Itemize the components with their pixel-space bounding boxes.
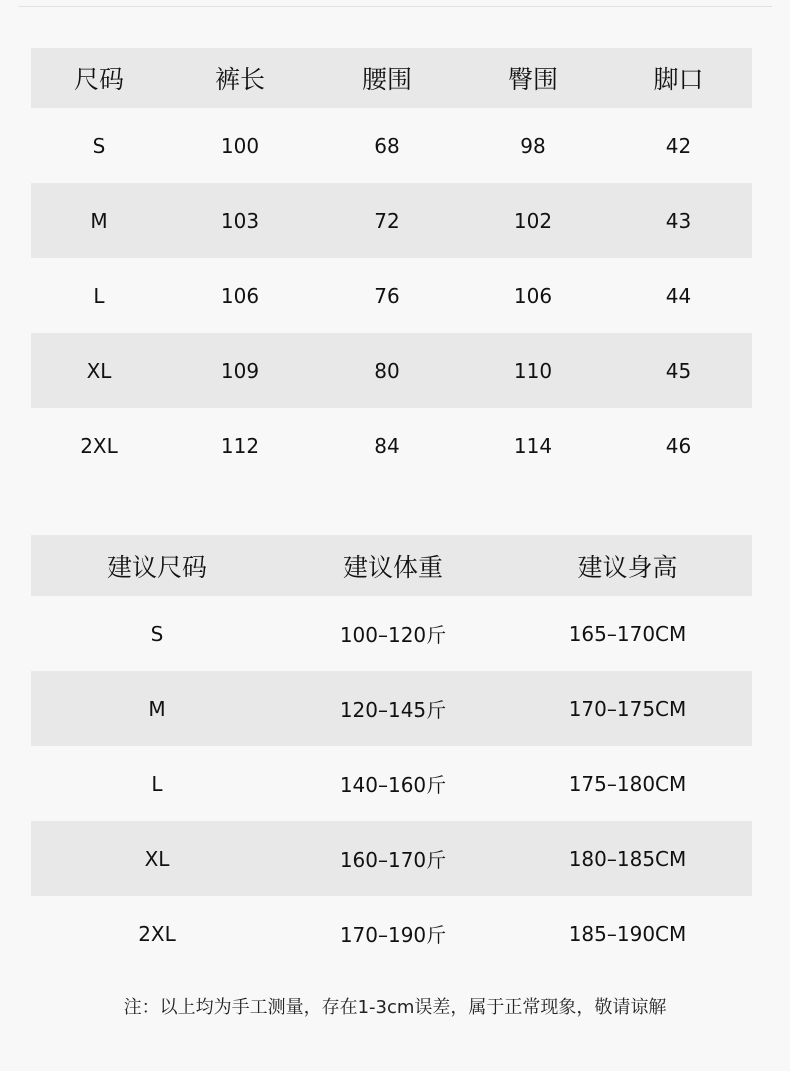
cell-length: 103 bbox=[220, 208, 260, 233]
cell-size: S bbox=[150, 621, 164, 646]
cell-size: L bbox=[93, 283, 105, 308]
table-row bbox=[31, 333, 752, 408]
cell-height: 185–190CM bbox=[568, 921, 687, 946]
cell-waist: 76 bbox=[374, 283, 400, 308]
cell-hem: 43 bbox=[665, 208, 692, 233]
cell-hip: 106 bbox=[513, 283, 553, 308]
cell-length: 100 bbox=[220, 133, 260, 158]
table-row bbox=[31, 408, 752, 483]
measurement-note: 注：以上均为手工测量，存在1-3cm误差，属于正常现象，敬请谅解 bbox=[123, 997, 667, 1018]
table-row bbox=[31, 671, 752, 746]
cell-size: S bbox=[92, 133, 106, 158]
size-chart-table bbox=[31, 48, 752, 483]
cell-hip: 98 bbox=[520, 133, 546, 158]
cell-height: 170–175CM bbox=[568, 696, 687, 721]
cell-waist: 68 bbox=[374, 133, 400, 158]
cell-waist: 84 bbox=[374, 433, 400, 458]
table-row bbox=[31, 108, 752, 183]
cell-weight: 170–190斤 bbox=[339, 923, 447, 947]
cell-weight: 140–160斤 bbox=[339, 773, 447, 797]
header-recommended-weight: 建议体重 bbox=[342, 552, 443, 582]
cell-length: 106 bbox=[220, 283, 260, 308]
cell-weight: 120–145斤 bbox=[339, 698, 447, 722]
table-row bbox=[31, 596, 752, 671]
cell-size: M bbox=[90, 208, 108, 233]
cell-size: M bbox=[148, 696, 166, 721]
cell-weight: 160–170斤 bbox=[339, 848, 447, 872]
header-length: 裤长 bbox=[214, 65, 265, 94]
table-row bbox=[31, 821, 752, 896]
table-row bbox=[31, 183, 752, 258]
table-header-row bbox=[31, 535, 752, 596]
header-hem: 脚口 bbox=[653, 65, 704, 94]
cell-hip: 114 bbox=[513, 433, 553, 458]
cell-length: 109 bbox=[220, 358, 260, 383]
cell-height: 175–180CM bbox=[568, 771, 687, 796]
table-row bbox=[31, 258, 752, 333]
header-waist: 腰围 bbox=[361, 65, 412, 94]
cell-length: 112 bbox=[220, 433, 260, 458]
cell-hip: 102 bbox=[513, 208, 553, 233]
table-header-row bbox=[31, 48, 752, 108]
cell-size: 2XL bbox=[80, 433, 118, 458]
cell-hem: 42 bbox=[665, 133, 692, 158]
cell-height: 180–185CM bbox=[568, 846, 687, 871]
header-hip: 臀围 bbox=[507, 65, 558, 94]
cell-hem: 44 bbox=[665, 283, 692, 308]
cell-hip: 110 bbox=[513, 358, 553, 383]
header-size: 尺码 bbox=[73, 65, 124, 94]
cell-hem: 46 bbox=[665, 433, 692, 458]
top-divider bbox=[18, 6, 772, 7]
cell-waist: 72 bbox=[374, 208, 400, 233]
cell-waist: 80 bbox=[374, 358, 400, 383]
table-row bbox=[31, 896, 752, 971]
cell-size: XL bbox=[144, 846, 170, 871]
header-recommended-size: 建议尺码 bbox=[106, 552, 207, 582]
cell-height: 165–170CM bbox=[568, 621, 687, 646]
cell-size: L bbox=[151, 771, 163, 796]
cell-size: 2XL bbox=[138, 921, 176, 946]
table-row bbox=[31, 746, 752, 821]
header-recommended-height: 建议身高 bbox=[577, 552, 678, 582]
cell-hem: 45 bbox=[665, 358, 692, 383]
cell-weight: 100–120斤 bbox=[339, 623, 447, 647]
size-recommendation-table bbox=[31, 535, 752, 971]
cell-size: XL bbox=[86, 358, 112, 383]
